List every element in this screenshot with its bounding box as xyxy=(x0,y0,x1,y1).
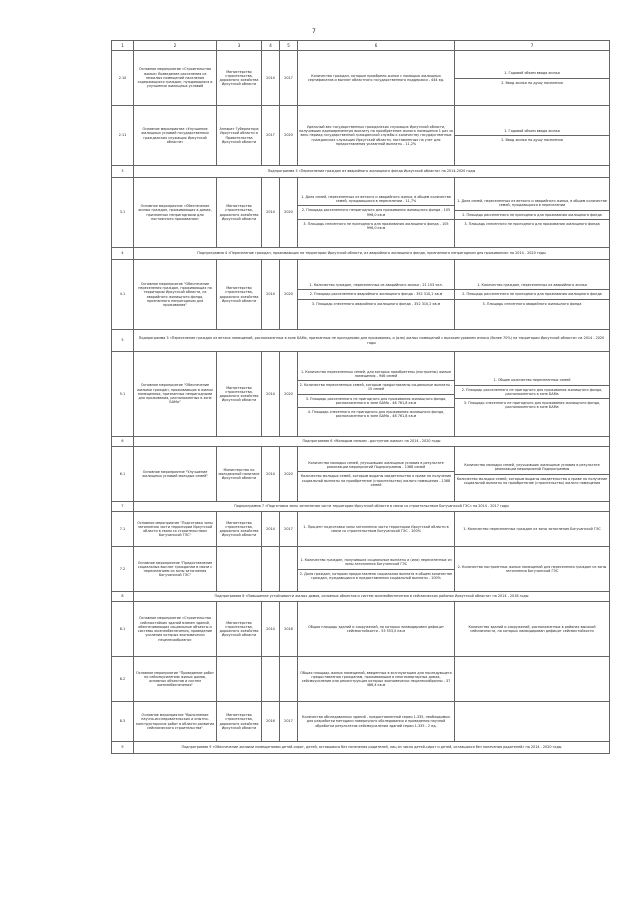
start-year: 2014 xyxy=(262,447,280,502)
section-row xyxy=(112,592,610,602)
header-cell: 2 xyxy=(134,41,217,51)
event-name: Основное мероприятие "Предоставление социальных выплат гражданам в связи с переселением из зоны затопления Богучанской ГЭС" xyxy=(134,547,217,592)
executor: Министерство строительства, дорожного хозяйства Иркутской области xyxy=(217,512,262,547)
row-number: 3.1 xyxy=(112,178,134,248)
results-cell xyxy=(298,702,455,742)
results-cell xyxy=(298,106,455,166)
executor xyxy=(217,547,262,592)
indicators-cell xyxy=(455,447,610,502)
indicators-cell xyxy=(455,702,610,742)
table-row xyxy=(112,447,610,502)
results-cell xyxy=(298,352,455,437)
row-number: 5.1 xyxy=(112,352,134,437)
indicator-list xyxy=(455,281,609,308)
results-cell xyxy=(298,178,455,248)
indicator-list xyxy=(298,368,454,421)
indicator-text: 2. Площадь расселенного аварийного жилищного фонда - 352 310,2 кв.м xyxy=(298,290,454,299)
indicator-item xyxy=(298,623,454,636)
indicator-text: 2. Площадь расселенного непригодного для проживания жилищного фонда - 105 996,0 кв.м xyxy=(298,206,454,220)
indicator-list xyxy=(298,281,454,308)
indicator-item xyxy=(455,563,609,576)
indicator-item xyxy=(298,523,454,536)
results-cell xyxy=(298,260,455,330)
header-cell: 3 xyxy=(217,41,262,51)
header-cell: 7 xyxy=(455,41,610,51)
indicator-list xyxy=(298,72,454,85)
end-year: 2020 xyxy=(280,447,298,502)
executor: Министерство строительства, дорожного хозяйства Иркутской области xyxy=(217,352,262,437)
executor: Министерство строительства, дорожного хозяйства Иркутской области xyxy=(217,602,262,657)
indicator-item xyxy=(455,136,609,145)
indicator-item xyxy=(455,281,609,290)
indicator-item xyxy=(298,193,454,206)
results-cell xyxy=(298,657,455,702)
indicator-text: 2. Площадь расселенного не пригодного для проживания жилищного фонда xyxy=(455,290,609,299)
section-title: Подпрограмма 6 «Молодым семьям - доступное жилье» на 2014 - 2020 годы xyxy=(134,437,610,447)
indicator-text: 3. Площадь снесенного не пригодного для проживания жилищного фонда, расположенного в зоне БАМа xyxy=(463,401,601,410)
indicator-text: 2. Ввод жилья на душу населения xyxy=(501,80,563,85)
section-title: Подпрограмма 7 «Подготовка зоны затопления части территории Иркутской области в связи со строительством Богучанской ГЭС» на 2014 - 2017 годы xyxy=(134,502,610,512)
section-number: 8 xyxy=(112,592,134,602)
indicator-item xyxy=(298,290,454,299)
end-year: 2018 xyxy=(280,602,298,657)
end-year: 2020 xyxy=(280,106,298,166)
indicator-list xyxy=(298,556,454,582)
end-year: 2020 xyxy=(280,178,298,248)
event-name: Основное мероприятие «Строительство жилья» Возведение расселения из нежилых помещений населения содержащихся граждан, нуждающихся в улучшении жилищных условий xyxy=(134,51,217,106)
header-cell: 6 xyxy=(298,41,455,51)
section-row xyxy=(112,502,610,512)
section-title: Подпрограмма 4 «Переселение граждан, проживающих на территории Иркутской области, из аварийного жилищного фонда, признанного непригодным для проживания» на 2014 - 2020 годы xyxy=(134,248,610,260)
indicator-text: Общая площадь зданий и сооружений, на которых ликвидирован дефицит сейсмостойкости - 53 553,0 кв.м xyxy=(308,624,444,633)
indicator-list xyxy=(455,525,609,533)
section-number: 3 xyxy=(112,166,134,178)
section-title: Подпрограмма 3 «Переселение граждан из аварийного жилищного фонда Иркутской области» на 2014-2020 годы xyxy=(134,166,610,178)
indicator-list xyxy=(455,623,609,636)
indicator-item xyxy=(298,206,454,220)
indicator-item xyxy=(455,399,609,412)
section-row xyxy=(112,742,610,754)
row-number: 8.3 xyxy=(112,702,134,742)
event-name: Основное мероприятие «Улучшение жилищных условий государственных гражданских служащих Иркутской области» xyxy=(134,106,217,166)
row-number: 2.11 xyxy=(112,106,134,166)
indicators-cell xyxy=(455,178,610,248)
start-year xyxy=(262,657,280,702)
indicator-text: Количество молодых семей, улучшивших жилищные условия в результате реализации мероприятий Подпрограммы xyxy=(455,461,609,474)
page-number: 7 xyxy=(312,28,316,35)
executor: Министерство строительства, дорожного хозяйства Иркутской области xyxy=(217,51,262,106)
start-year: 2014 xyxy=(262,260,280,330)
table-row xyxy=(112,602,610,657)
indicator-list xyxy=(298,669,454,690)
event-name: Основное мероприятие "Обеспечение переселения граждан, проживающих на территории Иркутской области, из аварийного жилищного фонда, признанного непригодным для проживания" xyxy=(134,260,217,330)
end-year xyxy=(280,657,298,702)
indicator-item xyxy=(298,459,454,472)
indicator-item xyxy=(455,210,609,219)
table-row xyxy=(112,512,610,547)
indicator-text: Количество молодых семей, которым выданы свидетельства о праве на получение социальной выплаты на приобретение (строительство) жилого помещения xyxy=(456,476,608,485)
executor: Министерство строительства, дорожного хозяйства Иркутской области xyxy=(217,178,262,248)
indicator-list xyxy=(455,127,609,145)
indicator-text: Количество зданий и сооружений, расположенных в районах высокой сейсмичности, на которых ликвидирован дефицит сейсмостойкости xyxy=(468,624,596,633)
executor: Аппарат Губернатора Иркутской области и Правительства Иркутской области xyxy=(217,106,262,166)
indicator-item xyxy=(298,281,454,290)
executor: Министерство строительства, дорожного хозяйства Иркутской области xyxy=(217,702,262,742)
table-row xyxy=(112,547,610,592)
indicator-text: 3. Площадь расселенного не пригодного для проживания жилищного фонда, расположенного в зоне БАМа - 48 761,8 кв.м xyxy=(298,394,454,408)
row-number: 2.10 xyxy=(112,51,134,106)
indicator-text: 1. Количество переселенных граждан из зоны затопления Богучанской ГЭС xyxy=(463,526,601,531)
event-name: Основное мероприятие "Проведение работ по сейсмоусилению жилых домов, основных объектов и систем жизнеобеспечения" xyxy=(134,657,217,702)
indicator-text: 1. Доля семей, переселенных из ветхого и аварийного жилья, в общем количестве семей, нуждающихся в переселении xyxy=(455,197,609,210)
row-number: 7.1 xyxy=(112,512,134,547)
indicator-item xyxy=(298,472,454,489)
indicator-item xyxy=(298,713,454,730)
indicator-item xyxy=(298,123,454,148)
indicator-text: 1. Годовой объем ввода жилья xyxy=(455,127,609,136)
table-row xyxy=(112,51,610,106)
section-number: 4 xyxy=(112,248,134,260)
indicator-text: 2. Площадь расселенного не пригодного для проживания жилищного фонда, расположенного в зоне БАМа xyxy=(455,385,609,399)
indicator-list xyxy=(298,623,454,636)
indicator-item xyxy=(298,556,454,569)
table-row xyxy=(112,178,610,248)
table-row xyxy=(112,702,610,742)
indicator-item xyxy=(455,376,609,385)
indicator-text: 1. Доля семей, переселенных из ветхого и аварийного жилья, в общем количестве семей, нуждающихся в переселении - 11,7% xyxy=(298,193,454,206)
start-year: 2014 xyxy=(262,602,280,657)
row-number: 8.1 xyxy=(112,602,134,657)
indicators-cell xyxy=(455,51,610,106)
event-name: Основное мероприятие "Обеспечение жилыми граждан, проживающих в жилых помещениях, признанных непригодными для проживания, расположенных в зоне БАМа" xyxy=(134,352,217,437)
section-number: 6 xyxy=(112,437,134,447)
indicators-cell xyxy=(455,106,610,166)
indicator-list xyxy=(298,193,454,233)
indicator-item xyxy=(455,474,609,487)
event-name: Основное мероприятие "Подготовка зоны затопления части территории Иркутской области в связи со строительством Богучанской ГЭС" xyxy=(134,512,217,547)
results-cell xyxy=(298,51,455,106)
indicator-text: 1. Количество переселенных семей, для которых приобретены (построены) жилые помещения - 946 семей xyxy=(298,368,454,381)
section-row xyxy=(112,330,610,352)
indicator-item xyxy=(298,408,454,421)
row-number: 7.2 xyxy=(112,547,134,592)
indicator-item xyxy=(455,623,609,636)
indicator-text: 3. Площадь снесенного не пригодного для проживания жилищного фонда - 105 996,0 кв.м xyxy=(303,221,449,230)
row-number: 8.2 xyxy=(112,657,134,702)
indicators-cell xyxy=(455,602,610,657)
indicator-text: 2. Ввод жилья на душу населения xyxy=(501,138,563,142)
table-row xyxy=(112,106,610,166)
indicator-text: Количество молодых семей, улучшивших жилищные условия в результате реализации мероприятий Подпрограммы - 1368 семей xyxy=(298,459,454,472)
executor xyxy=(217,657,262,702)
results-cell xyxy=(298,547,455,592)
indicator-list xyxy=(455,197,609,228)
indicator-item xyxy=(298,381,454,395)
indicator-item xyxy=(455,219,609,228)
indicator-text: 3. Площадь снесенного аварийного жилищного фонда - 352 310,2 кв.м xyxy=(311,301,441,306)
indicator-text: 4. Площадь снесенного не пригодного для проживания жилищного фонда, расположенного в зоне БАМа - 48 761,8 кв.м xyxy=(307,410,445,419)
event-name: Основное мероприятие "Выполнение научно-исследовательских и опытно-конструкторских работ в области развития сейсмического строительства" xyxy=(134,702,217,742)
results-cell xyxy=(298,447,455,502)
indicator-item xyxy=(298,394,454,408)
indicator-list xyxy=(455,563,609,576)
indicator-list xyxy=(298,523,454,536)
section-number: 5 xyxy=(112,330,134,352)
indicator-item xyxy=(298,569,454,582)
event-name: Основное мероприятие «Обеспечение жилых граждан, проживающих в домах, признанных непригодными для постоянного проживания» xyxy=(134,178,217,248)
end-year: 2020 xyxy=(280,260,298,330)
indicator-text: Количество молодых семей, которым выданы свидетельства о праве на получение социальной выплаты на приобретение (строительство) жилого помещения - 1368 семей xyxy=(300,474,452,487)
section-title: Подпрограмма 8 «Повышение устойчивости жилых домов, основных объектов и систем жизнеобеспечения в сейсмических районах Иркутской области» на 2014 - 2018 годы xyxy=(134,592,610,602)
results-cell xyxy=(298,512,455,547)
indicator-text: 3. Площадь снесенного не пригодного для проживания жилищного фонда xyxy=(464,221,600,226)
indicator-item xyxy=(455,299,609,308)
section-title: Подпрограмма 5 «Переселение граждан из ветхих помещений, расположенных в зоне БАМа, признанных не пригодными для проживания, и (или) жилых помещений с высоким уровнем износа (более 70%) на территории Иркутской области» на 2014 - 2020 годы xyxy=(134,330,610,352)
program-table xyxy=(111,40,610,754)
indicator-item xyxy=(455,525,609,533)
indicator-text: 1. Количество граждан, переселенных из аварийного жилья - 21 153 чел. xyxy=(298,281,454,290)
indicator-list xyxy=(455,69,609,87)
indicator-text: 1. Годовой объем ввода жилья xyxy=(455,69,609,78)
indicator-list xyxy=(298,459,454,489)
indicator-item xyxy=(455,69,609,78)
indicator-text: 1. Процент подготовки зоны затопления части территории Иркутской области в связи со строительством Богучанской ГЭС - 100% xyxy=(303,524,449,533)
indicators-cell xyxy=(455,260,610,330)
start-year: 2014 xyxy=(262,512,280,547)
results-cell xyxy=(298,602,455,657)
indicators-cell xyxy=(455,352,610,437)
indicator-text: 3. Площадь снесенного аварийного жилищного фонда xyxy=(482,301,582,306)
indicator-item xyxy=(455,385,609,399)
indicators-cell xyxy=(455,657,610,702)
indicator-text: 1. Общее количество переселенных семей xyxy=(455,376,609,385)
section-title: Подпрограмма 9 «Обеспечение жилыми помещениями детей-сирот, детей, оставшихся без попечения родителей, лиц из числа детей-сирот и детей, оставшихся без попечения родителей» на 2014 - 2020 годы xyxy=(134,742,610,754)
end-year xyxy=(280,547,298,592)
indicators-cell xyxy=(455,512,610,547)
indicator-list xyxy=(455,461,609,487)
indicator-text: 2. Доля граждан, которым предоставлена социальная выплата в общем количестве граждан, нуждающихся в предоставлении социальной выплаты - 100% xyxy=(299,571,453,580)
event-name: Основное мероприятие «Строительство сейсмостойких зданий взамен зданий, обеспечивающих социальные объекты и системы жизнеобеспечения, проведение усиления которых экономически нецелесообразно» xyxy=(134,602,217,657)
section-row xyxy=(112,437,610,447)
section-row xyxy=(112,166,610,178)
indicator-text: 2. Количество построенных жилых помещений для переселения граждан из зоны затопления Богучанской ГЭС xyxy=(457,564,607,573)
section-number: 9 xyxy=(112,742,134,754)
indicator-item xyxy=(298,368,454,381)
indicator-item xyxy=(298,219,454,232)
executor: Министерство по молодежной политике Иркутской области xyxy=(217,447,262,502)
indicator-item xyxy=(455,197,609,210)
indicator-list xyxy=(298,713,454,730)
event-name: Основное мероприятие "Улучшение жилищных условий молодых семей" xyxy=(134,447,217,502)
header-cell: 4 xyxy=(262,41,280,51)
section-row xyxy=(112,248,610,260)
indicator-text: Общая площадь жилых помещений, введенных в эксплуатацию для последующего предоставления гражданам, проживающим в многоквартирных домах, сейсмоусиление или реконструкция которых экономически нецелесообразны - 37 486,4 кв.м xyxy=(300,670,452,688)
start-year xyxy=(262,547,280,592)
indicator-text: Количество граждан, которые приобрели жилье с помощью жилищных сертификатов и выплат областного государственного поддержки - 444 ед. xyxy=(307,73,445,82)
start-year: 2014 xyxy=(262,178,280,248)
indicator-item xyxy=(455,461,609,474)
indicator-item xyxy=(298,299,454,308)
start-year: 2014 xyxy=(262,352,280,437)
indicator-list xyxy=(298,123,454,148)
table-row xyxy=(112,260,610,330)
start-year: 2017 xyxy=(262,106,280,166)
indicator-item xyxy=(298,72,454,85)
indicator-text: 1. Количество граждан, переселенных из аварийного жилья xyxy=(455,281,609,290)
start-year: 2014 xyxy=(262,51,280,106)
row-number: 6.1 xyxy=(112,447,134,502)
header-row xyxy=(112,41,610,51)
indicator-list xyxy=(455,376,609,411)
row-number: 4.1 xyxy=(112,260,134,330)
indicator-item xyxy=(455,78,609,87)
indicator-text: Количество обследованных зданий - предоставленной серии 1-335, необходимых для разработки методики поверочного обследования и проведения научной обработки результатов сейсмоусиления зданий серии 1-335 - 2 ед. xyxy=(302,715,450,728)
header-cell: 5 xyxy=(280,41,298,51)
table-row xyxy=(112,657,610,702)
indicator-text: 1. Количество граждан, получивших социальные выплаты и (или) переселенных из зоны затопления Богучанской ГЭС xyxy=(298,556,454,569)
section-number: 7 xyxy=(112,502,134,512)
indicator-item xyxy=(455,127,609,136)
header-cell: 1 xyxy=(112,41,134,51)
start-year: 2016 xyxy=(262,702,280,742)
indicator-text: Удельный вес государственных гражданских служащих Иркутской области, получивших единовременную выплату на приобретение жилого помещения 1 раз за весь период государственной гражданской службы к количеству государственных гражданских служащих Иркутской области, поставленных на учет для предоставления указанной выплаты - 11,2% xyxy=(299,124,453,146)
indicator-item xyxy=(298,669,454,690)
end-year: 2017 xyxy=(280,702,298,742)
table-row xyxy=(112,352,610,437)
indicator-item xyxy=(455,290,609,299)
end-year: 2020 xyxy=(280,352,298,437)
indicator-text: 2. Площадь расселенного не пригодного для проживания жилищного фонда xyxy=(455,210,609,219)
end-year: 2017 xyxy=(280,512,298,547)
indicators-cell xyxy=(455,547,610,592)
executor: Министерство строительства, дорожного хозяйства Иркутской области xyxy=(217,260,262,330)
end-year: 2017 xyxy=(280,51,298,106)
indicator-text: 2. Количество переселенных семей, которым предоставлены социальные выплаты - 15 семей xyxy=(298,381,454,395)
